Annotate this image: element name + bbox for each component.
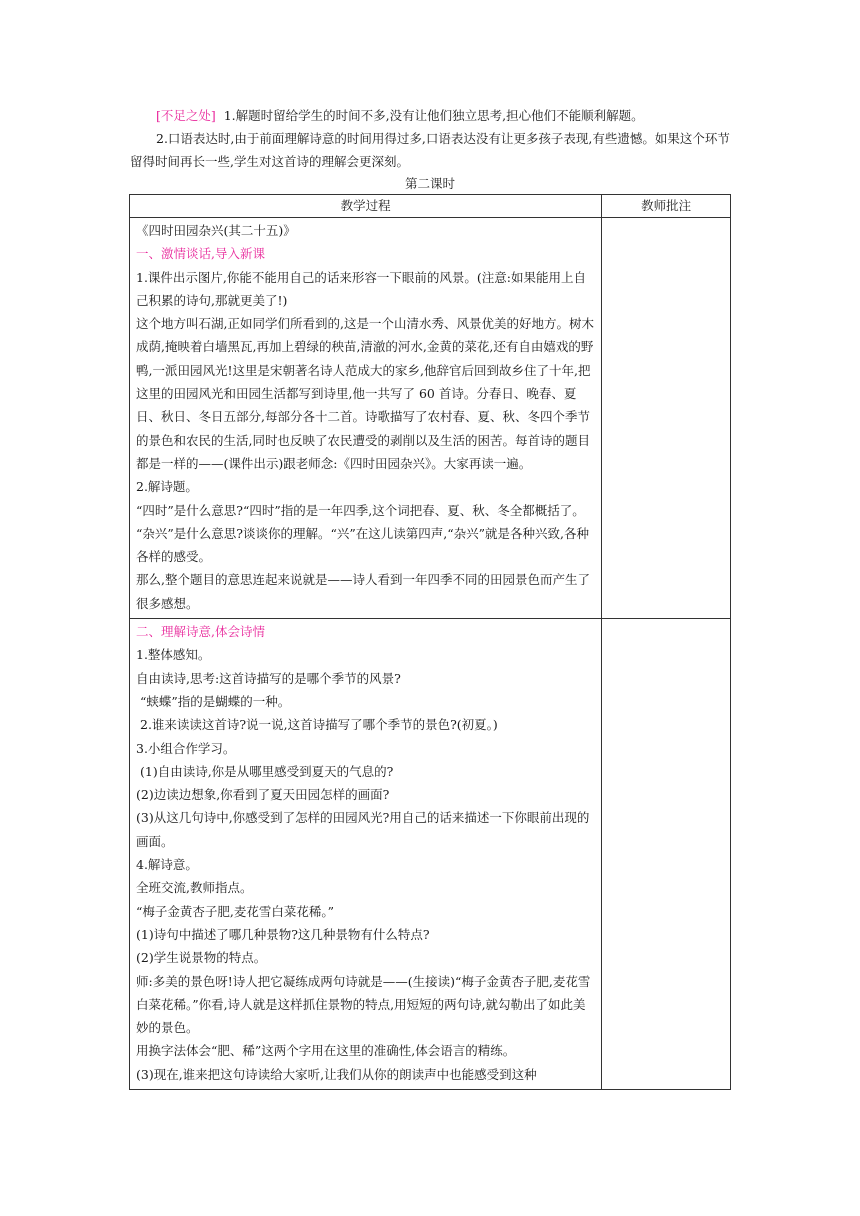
paragraph: (2)学生说景物的特点。 [136, 950, 267, 966]
paragraph: 那么,整个题目的意思连起来说就是——诗人看到一年四季不同的田园景色而产生了很多感想。 [136, 572, 590, 611]
paragraph: “杂兴”是什么意思?谈谈你的理解。“兴”在这儿读第四声,“杂兴”就是各种兴致,各种各样的感受。 [136, 525, 589, 565]
paragraph: 全班交流,教师指点。 [136, 880, 253, 896]
paragraph: 2.谁来读读这首诗?说一说,这首诗描写了哪个季节的景色?(初夏。) [140, 717, 498, 733]
paragraph: “梅子金黄杏子肥,麦花雪白菜花稀。” [136, 903, 335, 919]
table-header-row [130, 195, 731, 218]
paragraph: 师:多美的景色呀!诗人把它凝练成两句诗就是——(生接读)“梅子金黄杏子肥,麦花雪白菜花稀。”你看,诗人就是这样抓住景物的特点,用短短的两句诗,就勾勒出了如此美妙的景色。 [136, 973, 591, 1036]
paragraph: 1.课件出示图片,你能不能用自己的话来形容一下眼前的风景。(注意:如果能用上自己积累的诗句,那就更美了!) [136, 269, 586, 308]
paragraph: (2)边读边想象,你看到了夏天田园怎样的画面? [136, 787, 390, 803]
teaching-process-cell-1 [130, 218, 602, 619]
paragraph: 自由读诗,思考:这首诗描写的是哪个季节的风景? [136, 670, 401, 686]
reflection-point-1 [130, 104, 730, 127]
paragraph: “蛱蝶”指的是蝴蝶的一种。 [140, 693, 291, 709]
paragraph: (1)自由读诗,你是从哪里感受到夏天的气息的? [140, 763, 394, 779]
table-row [130, 218, 731, 619]
header-teaching-process: 教学过程 [130, 195, 602, 218]
teaching-process-cell-2 [130, 619, 602, 1090]
header-teacher-notes: 教师批注 [602, 195, 731, 218]
paragraph: (3)从这几句诗中,你感受到了怎样的田园风光?用自己的话来描述一下你眼前出现的画面。 [136, 810, 590, 849]
paragraph: 1.整体感知。 [136, 647, 211, 663]
teacher-notes-cell-2 [602, 619, 731, 1090]
reflection-point-2: 2.口语表达时,由于前面理解诗意的时间用得过多,口语表达没有让更多孩子表现,有些遗憾。如果这个环节留得时间再长一些,学生对这首诗的理解会更深刻。 [130, 131, 730, 169]
reflection-section [130, 104, 730, 173]
paragraph: 3.小组合作学习。 [136, 740, 236, 756]
section-heading-1: 一、激情谈话,导入新课 [136, 246, 265, 262]
teacher-notes-cell-1 [602, 218, 731, 619]
shortcomings-tag: [不足之处] [156, 108, 216, 123]
paragraph: “四时”是什么意思?“四时”指的是一年四季,这个词把春、夏、秋、冬全都概括了。 [136, 502, 585, 518]
paragraph: 用换字法体会“肥、稀”这两个字用在这里的准确性,体会语言的精练。 [136, 1043, 516, 1059]
paragraph: (3)现在,谁来把这句诗读给大家听,让我们从你的朗读声中也能感受到这种 [136, 1066, 537, 1082]
paragraph: 这个地方叫石湖,正如同学们所看到的,这是一个山清水秀、风景优美的好地方。树木成荫,掩映着白墙黑瓦,再加上碧绿的秧苗,清澈的河水,金黄的菜花,还有自由嬉戏的野鸭,一派田园风光!这里是宋朝著名诗人范成大的家乡,他辞官后回到故乡住了十年,把这里的田园风光和田园生活都写到诗里,他一共写了 60 首诗。分春日、晚春、夏日、秋日、冬日五部分,每部分各十二首。诗歌描写了农村春、夏、秋、冬四个季节的景色和农民的生活,同时也反映了农民遭受的剥削以及生活的困苦。每首诗的题目都是一样的——(课件出示)跟老师念:《四时田园杂兴》。大家再读一遍。 [136, 316, 594, 471]
lesson-title: 第二课时 [404, 176, 455, 191]
paragraph: 4.解诗意。 [136, 857, 198, 873]
poem-title: 《四时田园杂兴(其二十五)》 [136, 223, 296, 238]
section-heading-2: 二、理解诗意,体会诗情 [136, 624, 265, 640]
reflection-point-1-text: 1.解题时留给学生的时间不多,没有让他们独立思考,担心他们不能顺利解题。 [223, 108, 644, 123]
lesson-plan-table [129, 194, 731, 1090]
paragraph: 2.解诗题。 [136, 479, 198, 495]
table-row [130, 619, 731, 1090]
paragraph: (1)诗句中描述了哪几种景物?这几种景物有什么特点? [136, 926, 430, 942]
